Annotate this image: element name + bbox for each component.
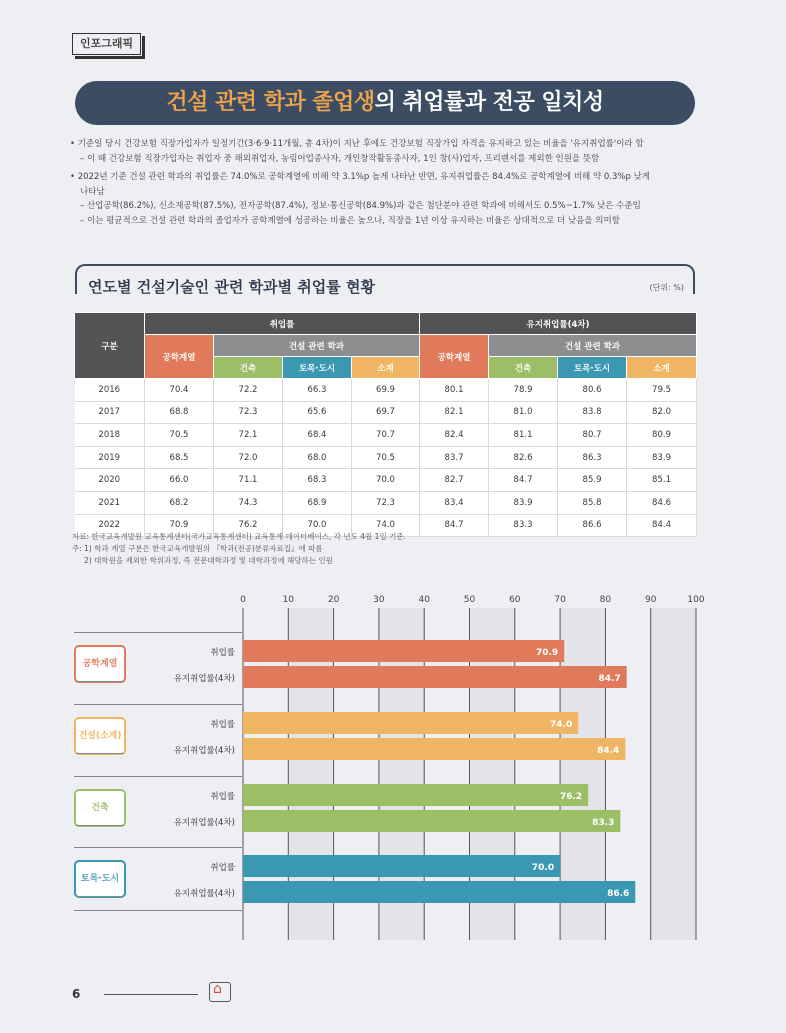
bullet-text: • 기준일 당시 건강보험 직장가입자가 일정기간(3·6·9·11개월, 총 4차)이 지난 후에도 건강보험 직장가입 자격을 유지하고 있는 비율을 '유지취업률'이라 함 [70,139,644,149]
tick-label: 0 [240,595,246,605]
category-divider [74,910,242,911]
tick-label: 10 [282,595,295,605]
bullet-text: • 2022년 기준 건설 관련 학과의 취업률은 74.0%로 공학계열에 비해 약 3.1%p 높게 나타난 반면, 유지취업률은 84.4%로 공학계열에 비해 약 0.3%p 낮게 [70,172,650,182]
bullet-text: – 이는 평균적으로 건설 관련 학과의 졸업자가 공학계열에 성공하는 비율은 높으나, 직장을 1년 이상 유지하는 비율은 상대적으로 더 낮음을 의미함 [80,215,620,226]
section-tag: 인포그래픽 [72,33,141,55]
tick-label: 80 [599,595,612,605]
table-cell: 82.7 [420,469,489,492]
note-2: 2) 대학원을 제외한 학위과정, 즉 전문대학과정 및 대학과정에 해당하는 인원 [84,556,333,565]
header-architecture: 건축 [214,357,283,379]
table-cell: 85.9 [558,469,627,492]
table-cell: 69.7 [352,401,420,424]
table-cell: 69.9 [352,379,420,402]
table-row [75,401,697,424]
table-cell: 86.3 [558,446,627,469]
table-cell: 83.9 [627,446,697,469]
header-subtotal: 소계 [627,357,697,379]
bullet-text: – 산업공학(86.2%), 신소재공학(87.5%), 전자공학(87.4%), 정보·통신공학(84.9%)과 같은 첨단분야 관련 학과에 비해서도 0.5%~1.7% 낮은 수준임 [80,201,641,211]
bar-category-label: 취업률 [210,720,235,730]
bar-value-label: 70.0 [531,863,555,873]
category-box: 토목·도시 [74,860,126,898]
table-cell: 70.5 [352,446,420,469]
table-cell: 82.0 [627,401,697,424]
table-cell: 66.0 [145,469,214,492]
table-cell: 68.2 [145,491,214,514]
bar-value-label: 70.9 [535,648,559,658]
table-cell: 83.3 [489,514,558,537]
bar-value-label: 83.3 [592,818,615,828]
header-architecture: 건축 [489,357,558,379]
table-cell: 2022 [75,514,145,537]
bar [243,712,578,734]
unit-label: (단위: %) [649,283,684,292]
table-cell: 76.2 [214,514,283,537]
tick-label: 50 [463,595,476,605]
header-engineering: 공학계열 [145,335,214,379]
table-cell: 2016 [75,379,145,402]
category-divider [74,704,242,705]
category-divider [74,776,242,777]
tick-label: 20 [327,595,340,605]
table-cell: 70.0 [283,514,352,537]
table-cell: 82.6 [489,446,558,469]
table-row [75,491,697,514]
bullet-text: – 이 때 건강보험 직장가입자는 취업자 중 해외취업자, 농림어업종사자, 개인창작활동종사자, 1인 창(사)업자, 프리랜서를 제외한 인원을 뜻함 [80,153,600,164]
category-box: 건축 [74,789,126,827]
bar [243,666,627,688]
table-cell: 83.7 [420,446,489,469]
table-cell: 70.7 [352,424,420,447]
table-cell: 85.1 [627,469,697,492]
table-notes [72,531,406,567]
table-cell: 2021 [75,491,145,514]
table-cell: 84.7 [489,469,558,492]
note-1: 주: 1) 학과 계열 구분은 한국교육개발원의 『학과(전공)분류자료집』에 따름 [72,544,323,553]
bar-category-label: 취업률 [210,863,235,873]
table-cell: 68.4 [283,424,352,447]
bar-category-label: 취업률 [210,792,235,802]
category-divider [74,847,242,848]
page-title [75,81,695,125]
title-highlight: 건설 관련 학과 졸업생 [166,90,375,115]
tick-label: 40 [418,595,430,605]
table-cell: 70.9 [145,514,214,537]
bar [243,784,588,806]
table-cell: 68.5 [145,446,214,469]
table-cell: 66.3 [283,379,352,402]
table-cell: 72.3 [214,401,283,424]
table-cell: 70.0 [352,469,420,492]
bar-category-label: 취업률 [210,648,235,658]
table-cell: 68.9 [283,491,352,514]
category-box: 건설(소계) [74,717,126,755]
section-title: 연도별 건설기술인 관련 학과별 취업률 현황 [88,278,375,296]
table-row [75,469,697,492]
table-cell: 72.2 [214,379,283,402]
header-construction: 건설 관련 학과 [214,335,420,357]
bar-value-label: 76.2 [559,792,583,802]
table-cell: 83.4 [420,491,489,514]
table-cell: 2020 [75,469,145,492]
table-cell: 81.1 [489,424,558,447]
table-cell: 81.0 [489,401,558,424]
table-cell: 83.8 [558,401,627,424]
table-cell: 79.5 [627,379,697,402]
bar-value-label: 74.0 [550,720,573,730]
table-cell: 68.3 [283,469,352,492]
table-cell: 68.8 [145,401,214,424]
header-retention: 유지취업률(4차) [420,313,697,335]
tick-label: 30 [373,595,385,605]
bar-category-label: 유지취업률(4차) [173,674,235,684]
bar [243,640,564,662]
bar [243,738,625,760]
header-civil: 토목·도시 [558,357,627,379]
bullet-text: 나타남 [80,186,105,197]
table-cell: 2019 [75,446,145,469]
grid-band [651,608,696,940]
tick-label: 90 [644,595,657,605]
table-cell: 70.4 [145,379,214,402]
table-row [75,379,697,402]
tick-label: 70 [554,595,566,605]
table-row [75,424,697,447]
tick-label: 100 [687,595,705,605]
bar-category-label: 유지취업률(4차) [173,818,235,828]
page-number: 6 [72,987,81,1001]
table-cell: 2018 [75,424,145,447]
bar [243,810,620,832]
table-cell: 72.0 [214,446,283,469]
table-cell: 84.7 [420,514,489,537]
table-cell: 78.9 [489,379,558,402]
header-group: 구분 [75,313,145,379]
category-box: 공학계열 [74,645,126,683]
table-cell: 72.3 [352,491,420,514]
table-cell: 84.6 [627,491,697,514]
header-employment: 취업률 [145,313,420,335]
bar-value-label: 84.4 [597,746,620,756]
employment-table [74,312,697,537]
footer-divider [104,994,198,995]
table-cell: 80.6 [558,379,627,402]
table-cell: 83.9 [489,491,558,514]
table-cell: 70.5 [145,424,214,447]
building-doc-icon [209,982,231,1002]
bar-value-label: 84.7 [598,674,621,684]
table-cell: 84.4 [627,514,697,537]
table-cell: 74.3 [214,491,283,514]
note-source: 자료: 한국교육개발원 교육통계센터(국가교육통계센터) 교육통계 데이터베이스, 각 년도 4월 1일 기준. [72,532,406,541]
bar-value-label: 86.6 [607,889,630,899]
table-cell: 80.7 [558,424,627,447]
title-rest: 의 취업률과 전공 일치성 [374,90,604,115]
bar-category-label: 유지취업률(4차) [173,746,235,756]
header-engineering: 공학계열 [420,335,489,379]
table-cell: 86.6 [558,514,627,537]
table-cell: 74.0 [352,514,420,537]
table-cell: 65.6 [283,401,352,424]
table-cell: 85.8 [558,491,627,514]
category-divider [74,632,242,633]
table-cell: 72.1 [214,424,283,447]
bar [243,881,635,903]
table-row [75,446,697,469]
header-civil: 토목·도시 [283,357,352,379]
header-subtotal: 소계 [352,357,420,379]
header-construction: 건설 관련 학과 [489,335,697,357]
table-cell: 80.1 [420,379,489,402]
table-cell: 80.9 [627,424,697,447]
tick-label: 60 [509,595,521,605]
bar-category-label: 유지취업률(4차) [173,889,235,899]
bar [243,855,560,877]
summary-bullets [70,137,720,228]
table-cell: 82.4 [420,424,489,447]
table-cell: 68.0 [283,446,352,469]
table-cell: 2017 [75,401,145,424]
table-cell: 82.1 [420,401,489,424]
table-cell: 71.1 [214,469,283,492]
